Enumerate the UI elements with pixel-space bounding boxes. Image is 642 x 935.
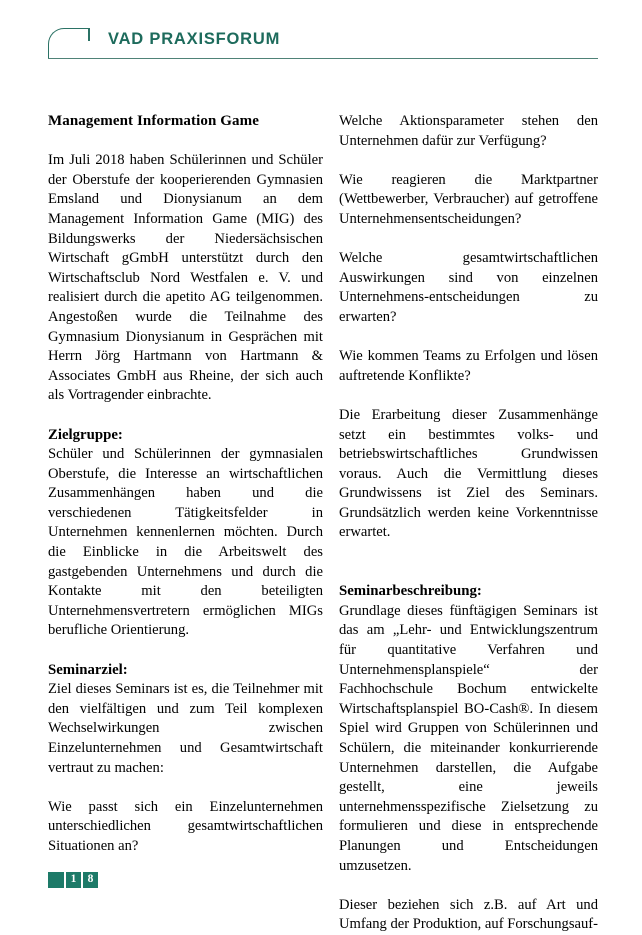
- page-number-footer: [48, 872, 98, 888]
- page-header: [0, 0, 642, 70]
- question-item-5: Wie kommen Teams zu Erfolgen und lösen auftretende Konflikte?: [339, 348, 598, 384]
- heading-seminarbeschreibung: Seminarbeschreibung:: [339, 583, 482, 600]
- spacer: [339, 876, 598, 896]
- spacer: [48, 778, 323, 798]
- spacer: [339, 563, 598, 583]
- left-column: [48, 112, 323, 857]
- spacer: [339, 386, 598, 406]
- right-column: [339, 112, 598, 935]
- final-paragraph: Dieser beziehen sich z.B. auf Art und Umfang der Produktion, auf Forschungsauf-: [339, 896, 598, 933]
- question-item-4: Welche gesamtwirtschaftlichen Auswirkungen sind von einzelnen Unternehmens-entscheidungen zu erwarten?: [339, 250, 598, 325]
- page-marker-box: [48, 872, 64, 888]
- question-item-1: Wie passt sich ein Einzelunternehmen unterschiedlichen gesamtwirtschaftlichen Situationen an?: [48, 798, 323, 854]
- zielgruppe-paragraph: Schüler und Schülerinnen der gymnasialen Oberstufe, die Interesse an wirtschaftlichen Zusammenhängen haben und die verschiedenen Tätigkeitsfelder in Unternehmen kennenlernen möchten. Durch die Einblicke in die Arbeitswelt des gastgebenden Unternehmens und durch die Kontakte mit den beteiligten Unternehmensvertretern ermöglichen MIGs berufliche Orientierung.: [48, 446, 323, 639]
- heading-seminarziel: Seminarziel:: [48, 661, 128, 678]
- header-divider: [48, 58, 598, 59]
- intro-paragraph: Im Juli 2018 haben Schülerinnen und Schüler der Oberstufe der kooperierenden Gymnasien Emsland und Dionysianum an dem Management Information Game (MIG) des Bildungswerks der Niedersächsischen Wirtschaft gGmbH unterstützt durch den Wirtschaftsclub Nord Westfalen e. V. und realisiert durch die apetito AG teilgenommen. Angestoßen wurde die Teilnahme des Gymnasium Dionysianum in Gesprächen mit Herrn Jörg Hartmann von Hartmann & Associates GmbH aus Rheine, der sich auch als Vortragender einbrachte.: [48, 152, 323, 404]
- closing-paragraph: Die Erarbeitung dieser Zusammenhänge setzt ein bestimmtes volks- und betriebswirtschaftliches Grundwissen voraus. Auch die Vermittlung dieses Grundwissens ist Ziel des Seminars. Grundsätzlich werden keine Vorkenntnisse erwartet.: [339, 406, 598, 541]
- heading-zielgruppe: Zielgruppe:: [48, 426, 123, 443]
- header-title: VAD PRAXISFORUM: [108, 30, 281, 48]
- page-number-digit-1: 1: [66, 872, 81, 888]
- seminarbeschreibung-paragraph: Grundlage dieses fünftägigen Seminars ist das am „Lehr- und Entwicklungszentrum für quantitative Verfahren und Unternehmensplanspiele“ der Fachhochschule Bochum entwickelte Wirtschaftsplanspiel BO-Cash®. In diesem Spiel wird Gruppen von Schülerinnen und Schülern, die miteinander konkurrierende Unternehmen darstellen, die Aufgabe gestellt, eine jeweils unternehmensspezifische Zielsetzung zu formulieren und diese in entsprechende Planungen und Entscheidungen umzusetzen.: [339, 602, 598, 874]
- page-title: Management Information Game: [48, 113, 260, 129]
- spacer: [48, 641, 323, 661]
- spacer: [339, 151, 598, 171]
- question-item-3: Wie reagieren die Marktpartner (Wettbewerber, Verbraucher) auf getroffene Unternehmensentscheidungen?: [339, 171, 598, 227]
- spacer: [339, 328, 598, 348]
- seminarziel-paragraph: Ziel dieses Seminars ist es, die Teilnehmer mit den vielfältigen und zum Teil komplexen Wechselwirkungen zwischen Einzelunternehmen und Gesamtwirtschaft vertraut zu machen:: [48, 681, 323, 776]
- question-item-2: Welche Aktionsparameter stehen den Unternehmen dafür zur Verfügung?: [339, 113, 598, 149]
- praxisforum-logo-icon: [48, 28, 90, 58]
- page-number-digit-2: 8: [83, 872, 98, 888]
- spacer: [339, 543, 598, 563]
- spacer: [48, 406, 323, 426]
- spacer: [339, 230, 598, 250]
